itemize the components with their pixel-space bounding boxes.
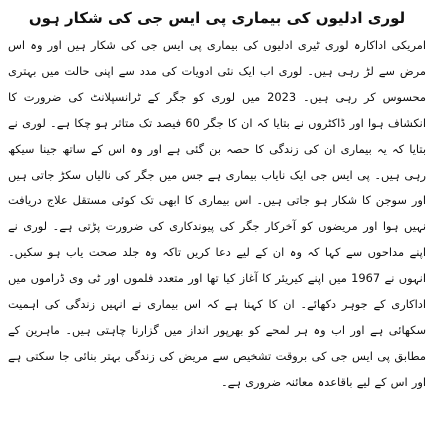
- article-headline: لوری ادلیوں کی بیماری پی ایس جی کی شکار ہوں: [28, 9, 406, 27]
- article-body: امریکی اداکارہ لوری ٹیری ادلیوں کی بیماری پی ایس جی کی شکار ہیں اور وہ اس مرض سے لڑ رہی ہیں۔ لوری اب ایک نئی ادویات کی مدد سے اپنی حالت میں بہتری محسوس کر رہی ہیں۔ 2023 میں لوری کو جگر کے ٹرانسپلانٹ کی ضرورت کا انکشاف ہوا اور ڈاکٹروں نے بتایا کہ ان کا جگر 60 فیصد تک متاثر ہو چکا ہے۔ لوری نے بتایا کہ یہ بیماری ان کی زندگی کا حصہ بن گئی ہے اور وہ اس کے ساتھ جینا سیکھ رہی ہیں۔ پی ایس جی ایک نایاب بیماری ہے جس میں جگر کی نالیاں سکڑ جاتی ہیں اور سوجن کا شکار ہو جاتی ہیں۔ اس بیماری کا ابھی تک کوئی مستقل علاج دریافت نہیں ہوا اور مریضوں کو آخرکار جگر کی پیوندکاری کی ضرورت پڑتی ہے۔ لوری نے اپنے مداحوں سے کہا کہ وہ ان کے لیے دعا کریں تاکہ وہ جلد صحت یاب ہو سکیں۔ انہوں نے 1967 میں اپنے کیریئر کا آغاز کیا تھا اور متعدد فلموں اور ٹی وی ڈراموں میں اداکاری کے جوہر دکھائے۔ ان کا کہنا ہے کہ اس بیماری نے انہیں زندگی کی اہمیت سکھائی ہے اور اب وہ ہر لمحے کو بھرپور انداز میں گزارنا چاہتی ہیں۔ ماہرین کے مطابق پی ایس جی کی بروقت تشخیص سے مریض کی زندگی بہتر بنائی جا سکتی ہے اور اس کے لیے باقاعدہ معائنہ ضروری ہے۔: [8, 38, 426, 389]
